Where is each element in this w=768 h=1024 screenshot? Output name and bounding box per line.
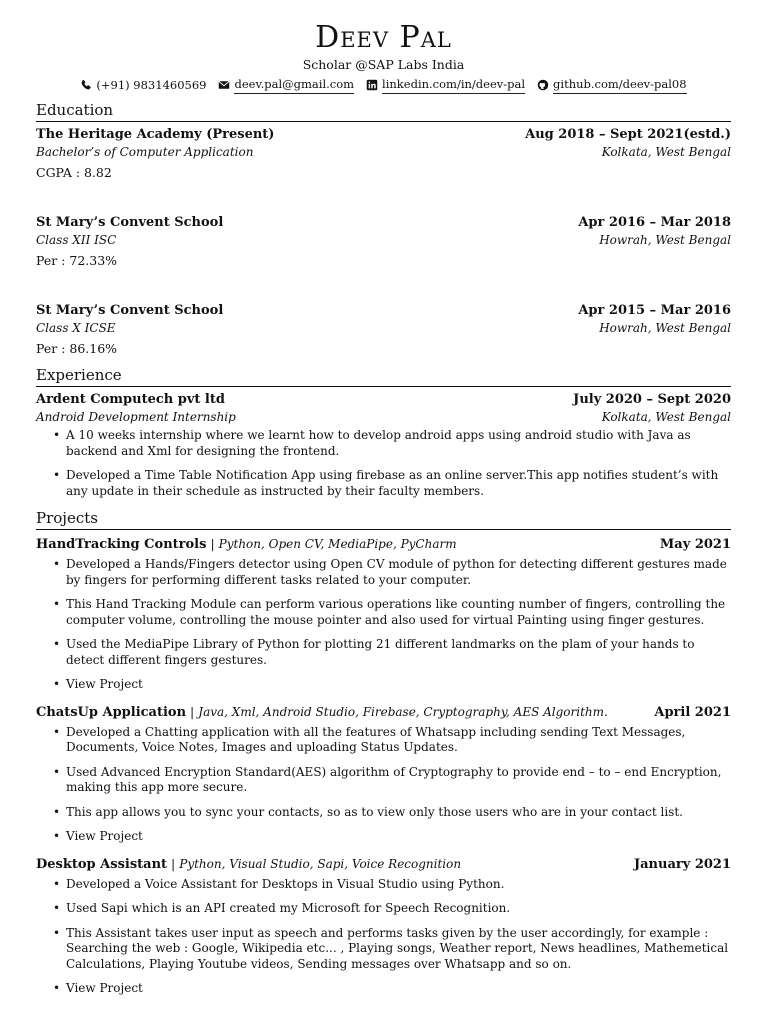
separator: | [190, 703, 195, 719]
score: CGPA : 8.82 [36, 165, 112, 180]
degree: Class X ICSE [36, 321, 116, 335]
project-date: January 2021 [633, 856, 731, 872]
view-project-link[interactable]: • View Project [66, 677, 731, 693]
experience-bullets [36, 428, 731, 499]
project-entry [36, 702, 731, 845]
experience-heading: Experience [36, 365, 731, 387]
email-link[interactable]: deev.pal@gmail.com [234, 75, 354, 94]
email-icon [218, 79, 230, 91]
school-name: The Heritage Academy (Present) [36, 127, 275, 142]
list-item: • This Hand Tracking Module can perform various operations like counting number of fingers, controlling the computer volume, controlling the mouse pointer and also used for virtual Painting using finger gestures. [66, 597, 731, 628]
education-dates: Apr 2015 – Mar 2016 [578, 303, 731, 318]
phone-text: (+91) 9831460569 [96, 77, 207, 92]
project-title: ChatsUp Application [36, 704, 187, 720]
education-heading: Education [36, 100, 731, 122]
education-dates: Apr 2016 – Mar 2018 [578, 215, 731, 230]
project-date: April 2021 [654, 704, 731, 720]
experience-entry [36, 391, 731, 499]
contact-linkedin[interactable] [366, 75, 525, 94]
location: Kolkata, West Bengal [601, 410, 731, 424]
project-bullets [36, 877, 731, 997]
list-item: • Used the MediaPipe Library of Python for plotting 21 different landmarks on the plam of your hands to detect different fingers gestures. [66, 637, 731, 668]
contact-phone [80, 75, 206, 94]
separator: | [210, 536, 215, 551]
github-link[interactable]: github.com/deev-pal08 [553, 75, 687, 94]
experience-dates: July 2020 – Sept 2020 [573, 392, 731, 407]
degree: Bachelor’s of Computer Application [36, 145, 254, 159]
school-name: St Mary’s Convent School [36, 215, 224, 230]
list-item: • Developed a Chatting application with all the features of Whatsapp including sending Text Messages, Documents, Voice Notes, Images and uploading Status Updates. [66, 725, 731, 756]
role: Android Development Internship [36, 410, 236, 424]
school-name: St Mary’s Convent School [36, 303, 224, 318]
list-item: • This app allows you to sync your contacts, so as to view only those users who are in your contact list. [66, 805, 731, 821]
project-title: Desktop Assistant [36, 856, 168, 872]
education-entry [36, 214, 731, 271]
person-name: Deev Pal [315, 20, 452, 55]
list-item: • A 10 weeks internship where we learnt how to develop android apps using android studio with Java as backend and Xml for designing the frontend. [66, 428, 731, 459]
project-bullets [36, 557, 731, 693]
location: Kolkata, West Bengal [601, 145, 731, 159]
linkedin-icon [366, 79, 378, 91]
contact-email[interactable] [218, 75, 354, 94]
projects-heading: Projects [36, 508, 731, 530]
location: Howrah, West Bengal [599, 321, 731, 335]
score: Per : 86.16% [36, 341, 118, 356]
project-tech: Java, Xml, Android Studio, Firebase, Cryptography, AES Algorithm. [198, 704, 608, 719]
contact-github[interactable] [537, 75, 687, 94]
project-entry [36, 854, 731, 997]
github-icon [537, 79, 549, 91]
resume-page [36, 18, 731, 1006]
education-entry [36, 302, 731, 359]
linkedin-link[interactable]: linkedin.com/in/deev-pal [382, 75, 525, 94]
separator: | [171, 855, 176, 871]
score: Per : 72.33% [36, 253, 118, 268]
project-date: May 2021 [659, 537, 731, 552]
project-tech: Python, Open CV, MediaPipe, PyCharm [218, 537, 457, 551]
education-entry [36, 126, 731, 183]
resume-header [36, 18, 731, 94]
location: Howrah, West Bengal [599, 233, 731, 247]
list-item: • Developed a Time Table Notification App using firebase as an online server.This app notifies student’s with any update in their schedule as instructed by their faculty members. [66, 468, 731, 499]
list-item: • Used Sapi which is an API created my Microsoft for Speech Recognition. [66, 901, 731, 917]
project-title: HandTracking Controls [36, 537, 207, 552]
project-entry [36, 534, 731, 693]
project-bullets [36, 725, 731, 845]
education-dates: Aug 2018 – Sept 2021(estd.) [525, 127, 731, 142]
list-item: • Developed a Voice Assistant for Desktops in Visual Studio using Python. [66, 877, 731, 893]
contact-bar [36, 75, 731, 94]
list-item: • This Assistant takes user input as speech and performs tasks given by the user accordingly, for example : Searching the web : Google, Wikipedia etc... , Playing songs, Weather report, News headlines, Mathemetical Calculations, Playing Youtube videos, Sending messages over Whatsapp and so on. [66, 926, 731, 973]
phone-icon [80, 79, 92, 91]
list-item: • Developed a Hands/Fingers detector using Open CV module of python for detecting different gestures made by fingers for performing different tasks related to your computer. [66, 557, 731, 588]
view-project-link[interactable]: • View Project [66, 981, 731, 997]
company-name: Ardent Computech pvt ltd [36, 392, 225, 407]
view-project-link[interactable]: • View Project [66, 829, 731, 845]
degree: Class XII ISC [36, 233, 117, 247]
project-tech: Python, Visual Studio, Sapi, Voice Recognition [179, 856, 462, 871]
list-item: • Used Advanced Encryption Standard(AES) algorithm of Cryptography to provide end – to – end Encryption, making this app more secure. [66, 765, 731, 796]
person-subtitle: Scholar @SAP Labs India [302, 57, 465, 72]
